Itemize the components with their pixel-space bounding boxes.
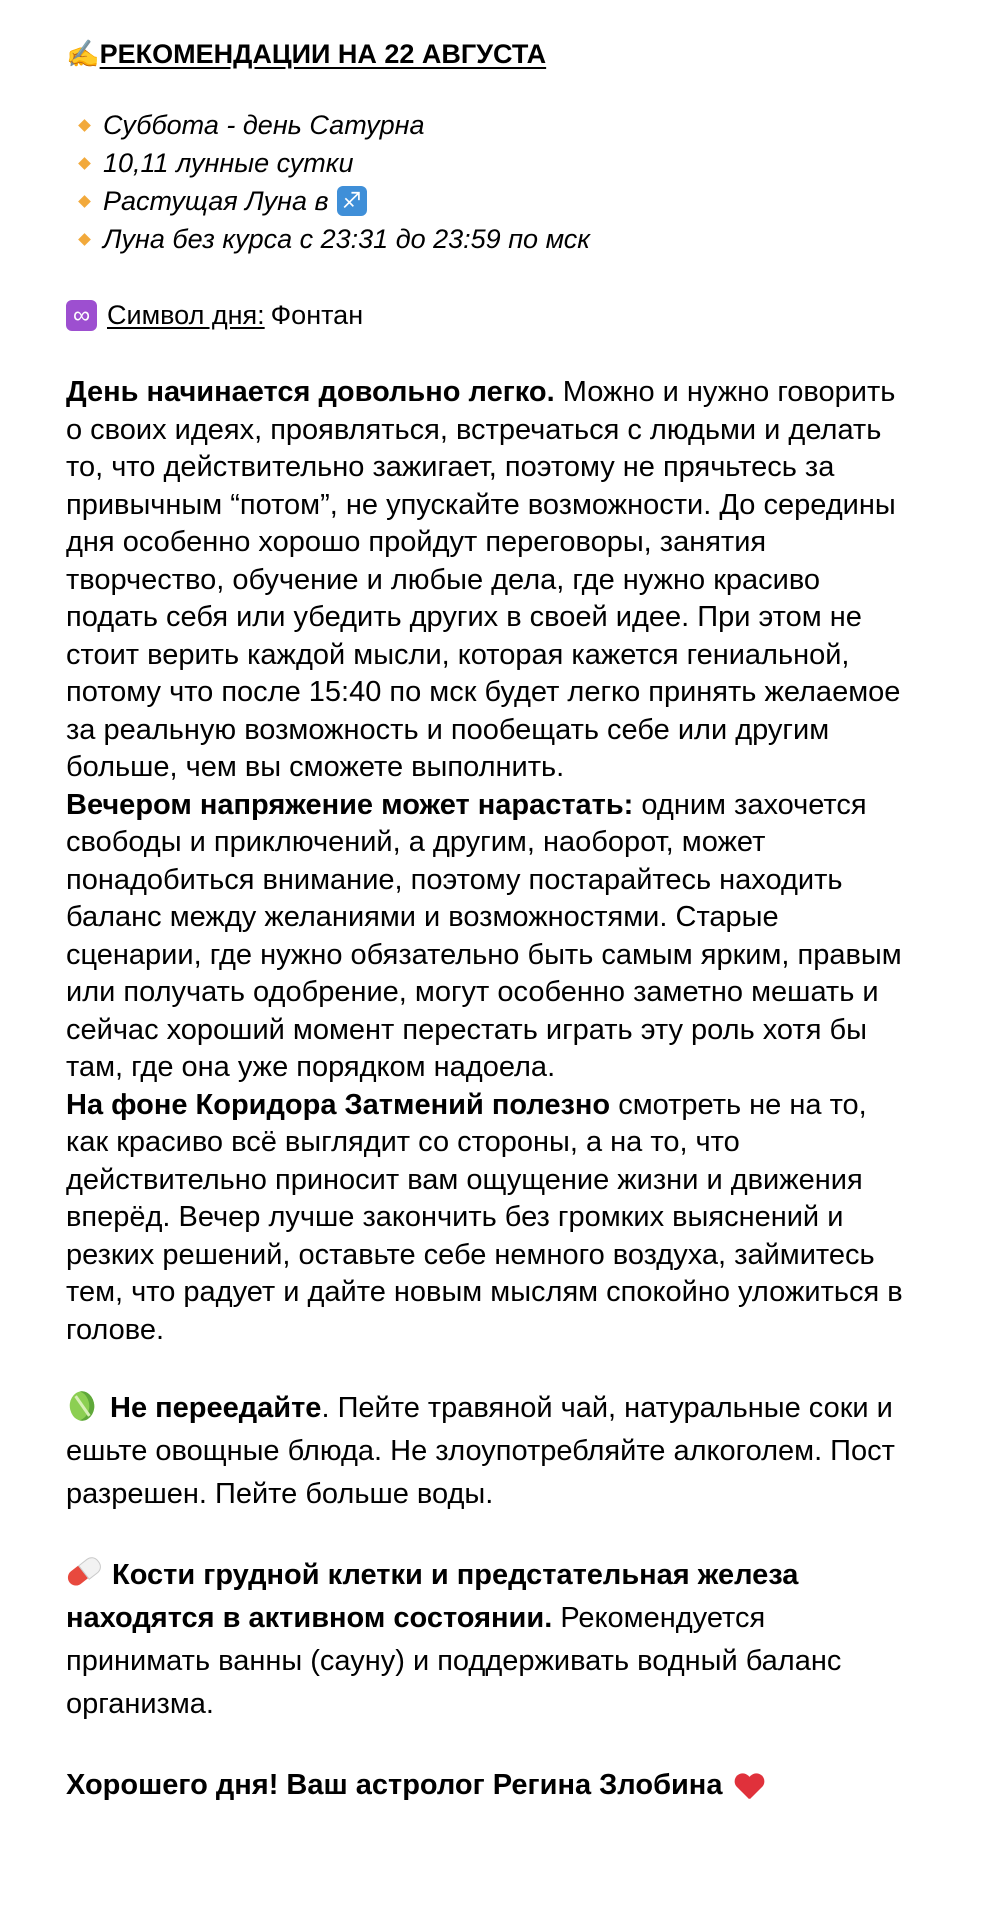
pill-icon [65,1555,102,1589]
fact-text: 10,11 лунные сутки [103,148,354,178]
paragraph-lead: Вечером напряжение может нарастать: [66,788,634,821]
paragraph-text: смотреть не на то, как красиво всё выглядит со стороны, а на то, что действительно приносит вам ощущение жизни и движения вперёд. Вечер лучше закончить без громких выяснений и резких решений, оставьте себе немного воздуха, займитесь тем, что радует и дайте новым мыслям спокойно уложиться в голове. [66,1088,903,1346]
symbol-label: Символ дня: [107,300,265,330]
heart-icon [734,1772,764,1800]
orange-diamond-icon [78,119,91,132]
health-lead: Кости грудной клетки и предстательная железа находятся в активном состоянии. [66,1559,799,1634]
nutrition-text: . Пейте травяной чай, натуральные соки и ешьте овощные блюда. Не злоупотребляйте алкоголем. Пост разрешен. Пейте больше воды. [66,1392,895,1510]
paragraph-text: одним захочется свободы и приключений, а другим, наоборот, может понадобиться внимание, поэтому постарайтесь находить баланс между желаниями и возможностями. Старые сценарии, где нужно обязательно быть самым ярким, правым или получать одобрение, могут особенно заметно мешать и сейчас хороший момент перестать играть эту роль хотя бы там, где она уже порядком надоела. [66,788,902,1083]
forecast-paragraph [66,787,916,1087]
fact-text: Луна без курса с 23:31 до 23:59 по мск [103,224,591,254]
orange-diamond-icon [78,195,91,208]
fact-text: Растущая Луна в [103,186,329,216]
fact-item [80,220,916,258]
infinity-icon: ∞ [66,300,97,331]
symbol-of-day [66,296,916,334]
health-tip [66,1554,916,1726]
forecast-paragraph [66,1087,916,1350]
writing-hand-icon: ✍️ [66,39,100,69]
post-title [66,34,916,74]
paragraph-lead: На фоне Коридора Затмений полезно [66,1088,611,1121]
paragraph-text: Можно и нужно говорить о своих идеях, проявляться, встречаться с людьми и делать то, что действительно зажигает, поэтому не прячьтесь за привычным “потом”, не упускайте возможности. До середины дня особенно хорошо пройдут переговоры, занятия творчество, обучение и любые дела, где нужно красиво подать себя или убедить других в своей идее. При этом не стоит верить каждой мысли, которая кажется гениальной, потому что после 15:40 по мск будет легко принять желаемое за реальную возможность и пообещать себе или другим больше, чем вы сможете выполнить. [66,376,901,783]
symbol-value: Фонтан [270,300,364,330]
sagittarius-icon: ♐ [337,186,367,216]
lettuce-icon [66,1391,98,1421]
nutrition-tip [66,1387,916,1516]
paragraph-lead: День начинается довольно легко. [66,376,555,408]
post-title-text: РЕКОМЕНДАЦИИ НА 22 АВГУСТА [99,39,547,69]
fact-text: Суббота - день Сатурна [103,110,425,140]
orange-diamond-icon [78,157,91,170]
closing-text: Хорошего дня! Ваш астролог Регина Злобина [66,1769,723,1801]
orange-diamond-icon [78,233,91,246]
fact-item [80,106,916,144]
fact-item [80,182,916,220]
day-facts-list [66,106,916,258]
health-text: Рекомендуется принимать ванны (сауну) и поддерживать водный баланс организма. [66,1602,842,1720]
fact-item [80,144,916,182]
nutrition-lead: Не переедайте [110,1392,322,1424]
forecast-body [66,374,916,1349]
forecast-paragraph [66,374,916,787]
closing-line [66,1764,916,1807]
